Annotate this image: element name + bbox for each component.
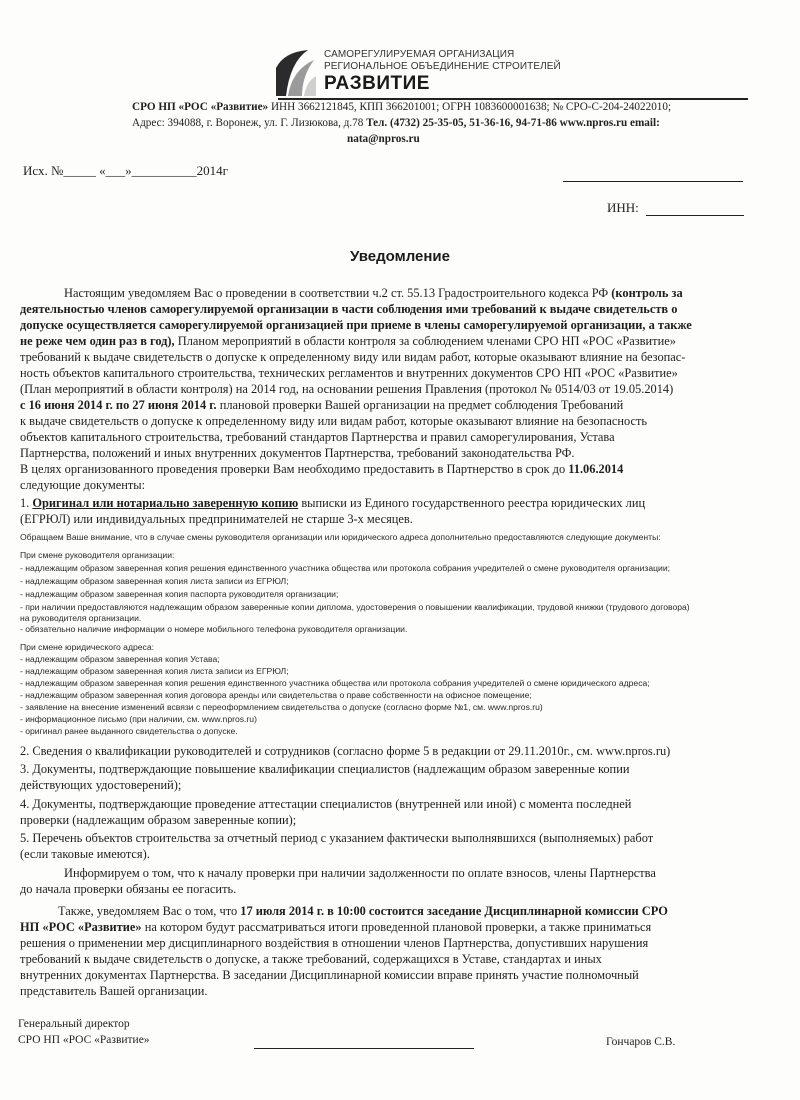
para4-line4: требований к выдаче свидетельств о допуске, а также требований, содержащихся в Уставе, стандартах и иных xyxy=(20,952,602,966)
document-title: Уведомление xyxy=(349,248,450,265)
note-line: - надлежащим образом заверенная копия паспорта руководителя организации; xyxy=(20,589,339,599)
item3-line2: действующих удостоверений); xyxy=(20,778,182,792)
para1-line9: к выдаче свидетельств о допуске к определенному виду или видам работ, которые оказывают влияние на безопасность xyxy=(20,414,648,428)
inn-label: ИНН: xyxy=(607,200,639,215)
note-line: При смене руководителя организации: xyxy=(20,550,175,560)
item5-line1: 5. Перечень объектов строительства за отчетный период с указанием фактически выполнявшихся (выполняемых) работ xyxy=(20,831,654,845)
item2: 2. Сведения о квалификации руководителей и сотрудников (согласно форме 5 в редакции от 29.11.2010г., см. www.npros.ru) xyxy=(20,744,671,758)
signatory-name: Гончаров С.В. xyxy=(606,1036,676,1048)
para1-line3: допуске осуществляется саморегулируемой организацией при приеме в члены саморегулируемой организации, а также xyxy=(20,318,692,332)
note-line: Обращаем Ваше внимание, что в случае смены руководителя организации или юридического адреса дополнительно предоставляются следующие документы: xyxy=(20,532,661,542)
logo-subtitle-2: РЕГИОНАЛЬНОЕ ОБЪЕДИНЕНИЕ СТРОИТЕЛЕЙ xyxy=(324,61,561,72)
para1-line4: не реже чем один раз в год), Планом мероприятий в области контроля за соблюдением членами СРО НП «РОС «Развитие» xyxy=(20,334,676,348)
signature-line xyxy=(254,1048,474,1049)
org-codes: ИНН 3662121845, КПП 366201001; ОГРН 1083600001638; № СРО-С-204-24022010; xyxy=(268,101,672,113)
contacts-text: Тел. (4732) 25-35-05, 51-36-16, 94-71-86 www.npros.ru email: xyxy=(366,117,660,129)
note-line: - надлежащим образом заверенная копия решения единственного участника общества или протокола собрания учредителей о смене руководителя организации; xyxy=(20,563,671,573)
para1-line6: ность объектов капитального строительства, технических регламентов и внутренних документов СРО НП «РОС «Развитие» xyxy=(20,366,678,380)
para1-line1: Настоящим уведомляем Вас о проведении в соответствии ч.2 ст. 55.13 Градостроительного кодекса РФ (контроль за xyxy=(64,286,683,300)
org-address xyxy=(132,117,660,129)
para4-line1: Также, уведомляем Вас о том, что 17 июля 2014 г. в 10:00 состоится заседание Дисциплинарной комиссии СРО xyxy=(58,904,668,918)
para4-line6: представитель Вашей организации. xyxy=(20,984,208,998)
note-line: При смене юридического адреса: xyxy=(20,642,155,652)
para4-line5: внутренних документах Партнерства. В заседании Дисциплинарной комиссии вправе принять участие полномочный xyxy=(20,968,639,982)
item1-line1: 1. Оригинал или нотариально заверенную копию выписки из Единого государственного реестра юридических лиц xyxy=(20,496,646,510)
para3-line2: до начала проверки обязаны ее погасить. xyxy=(20,882,237,896)
para1-line8: с 16 июня 2014 г. по 27 июня 2014 г. плановой проверки Вашей организации на предмет соблюдения Требований xyxy=(20,398,624,412)
para2-line1: В целях организованного проведения проверки Вам необходимо предоставить в Партнерство в срок до 11.06.2014 xyxy=(20,462,624,476)
para1-line2: деятельностью членов саморегулируемой организации в части соблюдения ими требований к выдаче свидетельств о xyxy=(20,302,678,316)
para3-line1: Информируем о том, что к началу проверки при наличии задолженности по оплате взносов, члены Партнерства xyxy=(64,866,656,880)
note-line: - надлежащим образом заверенная копия договора аренды или свидетельства о праве собственности на офисное помещение; xyxy=(20,690,532,700)
note-line: - надлежащим образом заверенная копия решения единственного участника общества или протокола собрания учредителей о смене юридического адреса; xyxy=(20,678,650,688)
logo-title: РАЗВИТИЕ xyxy=(324,73,430,94)
para4-line2: НП «РОС «Развитие» на котором будут рассматриваться итоги проведенной плановой проверки, а также приниматься xyxy=(20,920,652,934)
item3-line1: 3. Документы, подтверждающие повышение квалификации специалистов (надлежащим образом заверенные копии xyxy=(20,762,630,776)
signatory-org: СРО НП «РОС «Развитие» xyxy=(18,1034,150,1046)
note-line: - заявление на внесение изменений всвязи с переоформлением свидетельства о допуске (согласно форме №1, см. www.npros.ru) xyxy=(20,702,543,712)
org-email: nata@npros.ru xyxy=(347,133,420,145)
header-divider xyxy=(278,98,748,100)
item1-line2: (ЕГРЮЛ) или индивидуальных предпринимателей не старше 3-х месяцев. xyxy=(20,512,413,526)
note-line: - обязательно наличие информации о номере мобильного телефона руководителя организации. xyxy=(20,624,408,634)
para2-line2: следующие документы: xyxy=(20,478,146,492)
logo-subtitle-1: САМОРЕГУЛИРУЕМАЯ ОРГАНИЗАЦИЯ xyxy=(324,49,515,60)
note-line: - оригинал ранее выданного свидетельства о допуске. xyxy=(20,726,238,736)
org-requisites xyxy=(132,101,671,113)
note-line: - надлежащим образом заверенная копия Устава; xyxy=(20,654,220,664)
addressee-line xyxy=(563,181,743,182)
para4-line3: решения о применении мер дисциплинарного воздействия в отношении членов Партнерства, допустивших нарушения xyxy=(20,936,649,950)
org-name: СРО НП «РОС «Развитие» xyxy=(132,101,269,113)
para1-line11: Партнерства, положений и иных внутренних документов Партнерства, требований законодательства РФ. xyxy=(20,446,575,460)
item4-line2: проверки (надлежащим образом заверенные копии); xyxy=(20,813,297,827)
note-line: - при наличии предоставляются надлежащим образом заверенные копии диплома, удостоверения о повышении квалификации, трудовой книжки (трудового договора) xyxy=(20,602,690,612)
inn-line xyxy=(646,215,744,216)
note-line: - надлежащим образом заверенная копия листа записи из ЕГРЮЛ; xyxy=(20,576,289,586)
note-line: на руководителя организации. xyxy=(20,613,142,623)
item5-line2: (если таковые имеются). xyxy=(20,847,150,861)
para1-line10: объектов капитального строительства, требований стандартов Партнерства и правил саморегулирования, Устава xyxy=(20,430,615,444)
org-logo xyxy=(272,46,572,98)
signatory-position: Генеральный директор xyxy=(18,1018,130,1030)
item4-line1: 4. Документы, подтверждающие проведение аттестации специалистов (внутренней или иной) с момента последней xyxy=(20,797,632,811)
outgoing-ref: Исх. №_____ «___»__________2014г xyxy=(23,163,228,178)
para1-line7: (План мероприятий в области контроля) на 2014 год, на основании решения Правления (протокол № 0514/03 от 19.05.2014) xyxy=(20,382,674,396)
logo-mark-icon xyxy=(272,46,318,98)
address-text: Адрес: 394088, г. Воронеж, ул. Г. Лизюкова, д.78 xyxy=(132,117,367,129)
note-line: - надлежащим образом заверенная копия листа записи из ЕГРЮЛ; xyxy=(20,666,289,676)
para1-line5: требований к выдаче свидетельств о допуске к определенному виду или видам работ, которые оказывают влияние на безопас- xyxy=(20,350,686,364)
note-line: - информационное письмо (при наличии, см. www.npros.ru) xyxy=(20,714,257,724)
